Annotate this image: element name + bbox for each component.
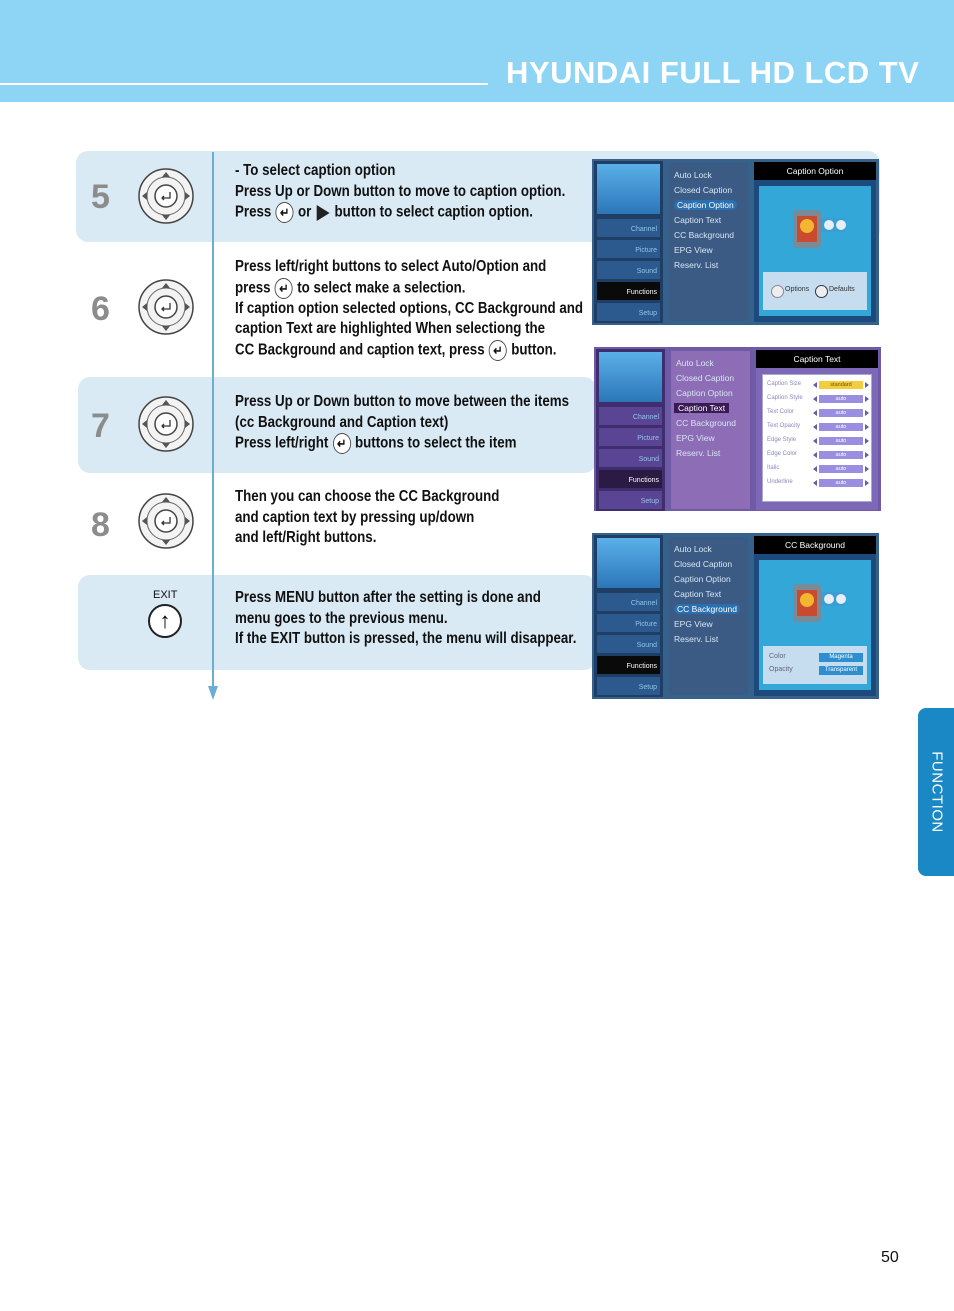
remote-dpad-icon	[136, 277, 196, 337]
tv-sidebar	[594, 161, 663, 323]
tv-menu-item: EPG View	[676, 433, 715, 443]
tv-menu	[669, 537, 748, 695]
tv-menu-item: Auto Lock	[674, 170, 712, 180]
step-5-text	[235, 161, 565, 223]
tv-sidebar-item: Picture	[597, 614, 660, 632]
tv-screen-caption-text	[594, 347, 881, 511]
step-5-line: Press Up or Down button to move to caption option.	[235, 182, 566, 200]
option-strip	[763, 272, 867, 310]
tv-menu-item: Closed Caption	[674, 185, 733, 195]
tv-menu-item: Caption Option	[674, 200, 737, 210]
page-number: 50	[881, 1249, 899, 1266]
tv-sidebar-item: Sound	[597, 635, 660, 653]
tv-menu-item: Caption Text	[674, 403, 729, 413]
remote-dpad-icon	[136, 394, 196, 454]
flow-line	[212, 152, 214, 687]
tv-sidebar-item: Channel	[597, 219, 660, 237]
right-arrow-icon	[865, 438, 869, 444]
left-arrow-icon	[813, 396, 817, 402]
tv-menu	[669, 163, 748, 321]
exit-label: EXIT	[153, 589, 178, 601]
left-arrow-icon	[813, 382, 817, 388]
caption-text-row: Caption Size standard	[767, 381, 871, 391]
enter-icon: ↵	[333, 433, 351, 454]
left-arrow-icon	[813, 452, 817, 458]
tv-menu-item: Reserv. List	[676, 448, 721, 458]
step-6-text	[235, 257, 583, 361]
tv-menu-item: CC Background	[674, 604, 740, 614]
tv-sidebar-item: Setup	[597, 303, 660, 321]
remote-dpad-icon	[136, 166, 196, 226]
section-tab-label: FUNCTION	[928, 751, 946, 833]
tv-menu-item: EPG View	[674, 619, 713, 629]
step-6-line: Press left/right buttons to select Auto/Option and	[235, 258, 547, 275]
tv-sidebar-item: Functions	[599, 470, 662, 488]
step-6-line: CC Background and caption text, press ↵ button.	[235, 340, 583, 361]
tv-menu-item: Reserv. List	[674, 634, 719, 644]
page-title: HYUNDAI FULL HD LCD TV	[506, 55, 920, 90]
step-number-7: 7	[91, 407, 110, 445]
right-arrow-icon	[865, 382, 869, 388]
tv-menu-item: Caption Text	[674, 215, 722, 225]
tv-panel-body	[759, 186, 871, 316]
step-8-line: and caption text by pressing up/down	[235, 508, 475, 526]
cc-background-row: Color Magenta	[769, 653, 867, 663]
remote-dpad-icon	[136, 491, 196, 551]
right-triangle-icon	[316, 205, 329, 221]
tv-panel-title: CC Background	[754, 536, 876, 554]
tv-screen-caption-option	[592, 159, 879, 325]
caption-logo-icon	[789, 202, 849, 254]
step-8-text	[235, 487, 499, 549]
exit-step-line: menu goes to the previous menu.	[235, 609, 448, 627]
tv-menu-item: EPG View	[674, 245, 713, 255]
exit-button-icon: ↑	[148, 604, 182, 638]
header-rule	[0, 83, 488, 85]
chain-logo-icon	[599, 352, 662, 402]
right-arrow-icon	[865, 466, 869, 472]
tv-menu-item: Closed Caption	[676, 373, 735, 383]
tv-menu-item: CC Background	[674, 230, 735, 240]
left-arrow-icon	[813, 438, 817, 444]
tv-sidebar-item: Functions	[597, 656, 660, 674]
caption-text-row: Text Opacity auto	[767, 423, 871, 433]
step-number-8: 8	[91, 506, 110, 544]
tv-panel	[756, 350, 878, 510]
right-arrow-icon	[865, 480, 869, 486]
tv-panel-title: Caption Option	[754, 162, 876, 180]
step-number-5: 5	[91, 178, 110, 216]
left-arrow-icon	[813, 424, 817, 430]
chain-logo-icon	[597, 538, 660, 588]
tv-menu-item: Caption Option	[674, 574, 731, 584]
step-5-line: - To select caption option	[235, 162, 396, 179]
exit-step-line: Press MENU button after the setting is done and	[235, 589, 541, 606]
step-7-text	[235, 392, 569, 454]
tv-sidebar-item: Picture	[597, 240, 660, 258]
caption-text-row: Edge Color auto	[767, 451, 871, 461]
options-label: Options	[785, 286, 810, 293]
tv-sidebar	[594, 535, 663, 697]
enter-icon: ↵	[275, 278, 293, 299]
enter-icon: ↵	[276, 202, 294, 223]
tv-sidebar-item: Channel	[599, 407, 662, 425]
caption-text-row: Underline auto	[767, 479, 871, 489]
tv-menu-item: Caption Text	[674, 589, 722, 599]
enter-icon: ↵	[489, 340, 507, 361]
tv-panel-title: Caption Text	[756, 350, 878, 368]
tv-sidebar-item: Channel	[597, 593, 660, 611]
step-7-line: (cc Background and Caption text)	[235, 413, 449, 431]
right-arrow-icon	[865, 452, 869, 458]
tv-menu-item: CC Background	[676, 418, 737, 428]
caption-text-table	[762, 374, 872, 502]
tv-sidebar	[596, 349, 665, 511]
right-arrow-icon	[865, 410, 869, 416]
exit-step-line: If the EXIT button is pressed, the menu will disappear.	[235, 630, 577, 647]
right-arrow-icon	[865, 424, 869, 430]
tv-sidebar-item: Sound	[597, 261, 660, 279]
step-6-line: If caption option selected options, CC Background and	[235, 299, 584, 317]
tv-sidebar-item: Setup	[597, 677, 660, 695]
step-6-line: press ↵ to select make a selection.	[235, 278, 583, 299]
caption-text-row: Caption Style auto	[767, 395, 871, 405]
caption-text-row: Edge Style auto	[767, 437, 871, 447]
tv-sidebar-item: Functions	[597, 282, 660, 300]
tv-menu	[671, 351, 750, 509]
step-7-line: Press Up or Down button to move between the items	[235, 393, 570, 410]
exit-step-text	[235, 588, 576, 650]
cc-background-options	[763, 646, 867, 684]
tv-menu-item: Auto Lock	[676, 358, 714, 368]
tv-sidebar-item: Sound	[599, 449, 662, 467]
options-radio-icon	[771, 285, 784, 298]
caption-text-row: Text Color auto	[767, 409, 871, 419]
step-5-line: Press ↵ or button to select caption option.	[235, 202, 565, 223]
tv-sidebar-item: Picture	[599, 428, 662, 446]
tv-panel	[754, 536, 876, 696]
tv-panel	[754, 162, 876, 322]
chain-logo-icon	[597, 164, 660, 214]
cc-background-row: Opacity Transparent	[769, 666, 867, 676]
tv-screen-cc-background	[592, 533, 879, 699]
step-6-line: caption Text are highlighted When selectiong the	[235, 320, 546, 338]
left-arrow-icon	[813, 480, 817, 486]
defaults-check-icon	[815, 285, 828, 298]
left-arrow-icon	[813, 410, 817, 416]
tv-menu-item: Closed Caption	[674, 559, 733, 569]
tv-menu-item: Auto Lock	[674, 544, 712, 554]
step-8-line: and left/Right buttons.	[235, 529, 377, 546]
caption-text-row: Italic auto	[767, 465, 871, 475]
tv-menu-item: Caption Option	[676, 388, 733, 398]
step-8-line: Then you can choose the CC Background	[235, 488, 500, 505]
flow-arrow-icon	[208, 686, 218, 700]
tv-panel-body	[759, 560, 871, 690]
defaults-label: Defaults	[829, 286, 855, 293]
tv-menu-item: Reserv. List	[674, 260, 719, 270]
step-number-6: 6	[91, 290, 110, 328]
tv-sidebar-item: Setup	[599, 491, 662, 509]
caption-logo-icon	[789, 576, 849, 628]
left-arrow-icon	[813, 466, 817, 472]
right-arrow-icon	[865, 396, 869, 402]
step-7-line: Press left/right ↵ buttons to select the item	[235, 433, 569, 454]
